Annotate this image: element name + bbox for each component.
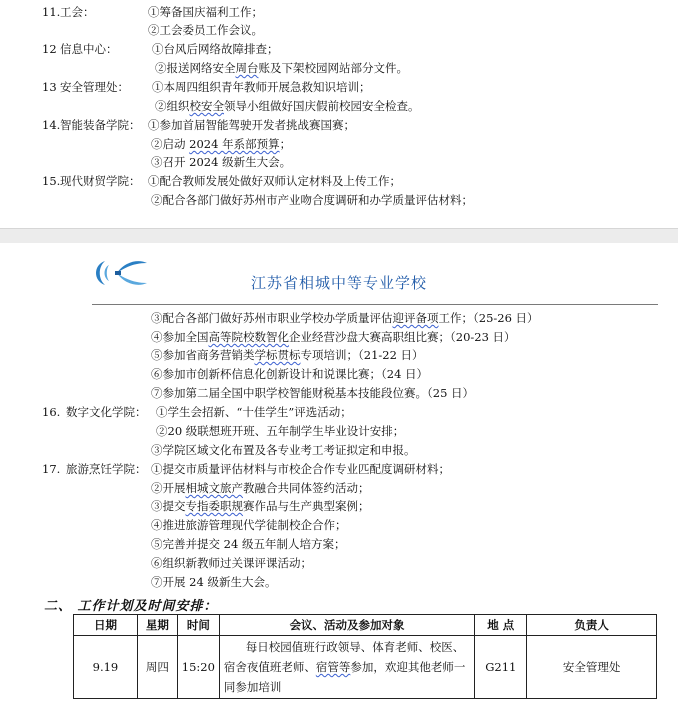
list-item-line bbox=[151, 346, 424, 364]
list-item-line bbox=[151, 365, 428, 383]
column-header: 地 点 bbox=[475, 615, 527, 636]
list-item-line bbox=[151, 516, 347, 534]
item-label: 安全管理处： bbox=[60, 80, 129, 94]
item-line: ②组织校安全领导小组做好国庆假前校园安全检查。 bbox=[155, 99, 420, 113]
list-item-line bbox=[151, 153, 291, 171]
list-item-line bbox=[151, 191, 473, 209]
list-item-line bbox=[151, 309, 539, 327]
table-header-row bbox=[74, 615, 657, 636]
item-line: ⑥参加市创新杯信息化创新设计和说课比赛；（24 日） bbox=[151, 367, 429, 381]
list-item-line bbox=[151, 441, 416, 459]
item-label: 智能装备学院： bbox=[60, 118, 141, 132]
item-number: 17. bbox=[42, 462, 61, 476]
list-item-line bbox=[151, 135, 291, 153]
item-number: 12 bbox=[42, 42, 57, 56]
item-label: 现代财贸学院： bbox=[60, 174, 141, 188]
section-heading: 二、 工作计划及时间安排： bbox=[44, 599, 218, 614]
school-name-header: 江苏省相城中等专业学校 bbox=[250, 274, 427, 292]
column-header: 会议、活动及参加对象 bbox=[219, 615, 474, 636]
item-line: ①筹备国庆福利工作； bbox=[148, 5, 263, 19]
cell-date: 9.19 bbox=[74, 636, 138, 699]
item-line: ②工会委员工作会议。 bbox=[148, 23, 263, 37]
item-label: 旅游烹饪学院： bbox=[66, 462, 147, 476]
cell-weekday: 周四 bbox=[137, 636, 177, 699]
page-break bbox=[0, 228, 678, 244]
header-divider bbox=[92, 304, 658, 305]
cell-time: 15:20 bbox=[177, 636, 219, 699]
item-line: ⑦参加第二届全国中职学校智能财税基本技能段位赛。（25 日） bbox=[151, 386, 475, 400]
item-line: ①台风后网络故障排查； bbox=[152, 42, 279, 56]
list-item-line bbox=[151, 328, 516, 346]
item-line: ②报送网络安全周台账及下架校园网站部分文件。 bbox=[155, 61, 408, 75]
list-item-line bbox=[156, 422, 404, 440]
list-item-line bbox=[148, 21, 263, 39]
item-label: 信息中心： bbox=[60, 42, 118, 56]
item-line: ①学生会招新、“十佳学生”评选活动； bbox=[156, 405, 352, 419]
item-line: ②配合各部门做好苏州市产业吻合度调研和办学质量评估材料； bbox=[151, 193, 473, 207]
column-header: 时间 bbox=[177, 615, 219, 636]
page-fragment-top bbox=[0, 0, 678, 228]
item-line: ①本周四组织青年教师开展急救知识培训； bbox=[152, 80, 371, 94]
list-item-line bbox=[151, 497, 370, 515]
item-line: ⑥组织新教师过关课评课活动； bbox=[151, 556, 312, 570]
cell-place: G211 bbox=[475, 636, 527, 699]
cell-activity: 每日校园值班行政领导、体育老师、校医、宿舍夜值班老师、宿管等参加，欢迎其他老师一同参加培训 bbox=[219, 636, 474, 699]
item-number: 13 bbox=[42, 80, 57, 94]
item-number: 14. bbox=[42, 118, 61, 132]
column-header: 星期 bbox=[137, 615, 177, 636]
item-line: ③召开 2024 级新生大会。 bbox=[151, 155, 292, 169]
item-line: ③提交专指委职规赛作品与生产典型案例； bbox=[151, 499, 370, 513]
item-line: ③学院区域文化布置及各专业考工考证拟定和申报。 bbox=[151, 443, 416, 457]
item-label: 工会： bbox=[60, 5, 95, 19]
item-line: ⑤完善并提交 24 级五年制人培方案； bbox=[151, 537, 346, 551]
column-header: 负责人 bbox=[527, 615, 657, 636]
schedule-table bbox=[73, 614, 657, 699]
item-number: 11. bbox=[42, 5, 61, 19]
list-item-line bbox=[151, 479, 370, 497]
cell-owner: 安全管理处 bbox=[527, 636, 657, 699]
item-line: ③配合各部门做好苏州市职业学校办学质量评估迎评备项工作；（25-26 日） bbox=[151, 311, 539, 325]
item-number: 16. bbox=[42, 405, 61, 419]
item-line: ②启动 2024 年系部预算； bbox=[151, 137, 292, 151]
item-line: ⑤参加省商务营销类学标贯标专项培训；（21-22 日） bbox=[151, 348, 424, 362]
item-line: ②20 级联想班开班、五年制学生毕业设计安排； bbox=[156, 424, 405, 438]
item-line: ①提交市质量评估材料与市校企合作专业匹配度调研材料； bbox=[151, 462, 450, 476]
item-label: 数字文化学院： bbox=[66, 405, 147, 419]
list-item-line bbox=[151, 554, 312, 572]
item-line: ①配合教师发展处做好双师认定材料及上传工作； bbox=[148, 174, 401, 188]
list-item-line bbox=[155, 97, 420, 115]
item-number: 15. bbox=[42, 174, 61, 188]
list-item-line bbox=[155, 59, 408, 77]
table-row bbox=[74, 636, 657, 699]
list-item-line bbox=[151, 384, 474, 402]
item-line: ④参加全国高等院校数智化企业经营沙盘大赛高职组比赛；（20-23 日） bbox=[151, 330, 516, 344]
list-item-line bbox=[151, 535, 345, 553]
column-header: 日期 bbox=[74, 615, 138, 636]
item-line: ⑦开展 24 级新生大会。 bbox=[151, 575, 277, 589]
item-line: ①参加首届智能驾驶开发者挑战赛国赛； bbox=[148, 118, 355, 132]
item-line: ②开展相城文旅产教融合共同体签约活动； bbox=[151, 481, 370, 495]
item-line: ④推进旅游管理现代学徒制校企合作； bbox=[151, 518, 347, 532]
list-item-line bbox=[151, 573, 276, 591]
